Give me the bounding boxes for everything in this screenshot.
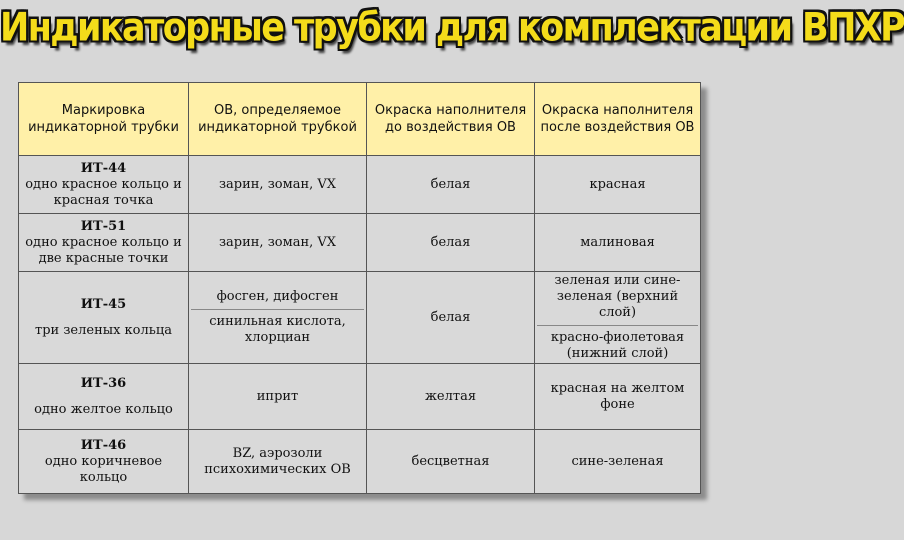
- tube-name: ИТ-45: [80, 296, 127, 312]
- agent-cell: [189, 272, 367, 364]
- marking-cell: [19, 364, 189, 430]
- table-row: [19, 364, 701, 430]
- tube-marking: одно красное кольцо и красная точка: [25, 176, 182, 208]
- tube-name: ИТ-46: [80, 437, 127, 453]
- header-color-before: Окраска наполнителя до воздействия ОВ: [367, 83, 535, 156]
- color-after-cell: [535, 272, 701, 364]
- indicator-tubes-table: [18, 82, 701, 494]
- table-row: [19, 272, 701, 364]
- color-after-line: зеленая или сине-зеленая (верхний слой): [554, 273, 681, 320]
- tube-marking: одно желтое кольцо: [34, 401, 173, 417]
- tube-marking: одно коричневое кольцо: [44, 453, 163, 485]
- marking-cell: [19, 430, 189, 494]
- color-after-cell: красная: [535, 156, 701, 214]
- tube-marking: три зеленых кольца: [35, 322, 172, 338]
- color-before-cell: белая: [367, 156, 535, 214]
- header-marking: Маркировка индикаторной трубки: [19, 83, 189, 156]
- tube-name: ИТ-44: [80, 160, 127, 176]
- color-after-line: красно-фиолетовая (нижний слой): [550, 330, 685, 361]
- color-after-cell: сине-зеленая: [535, 430, 701, 494]
- color-before-cell: белая: [367, 272, 535, 364]
- page-title: Индикаторные трубки для комплектации ВПХР: [0, 5, 904, 51]
- header-row: [19, 83, 701, 156]
- color-before-cell: желтая: [367, 364, 535, 430]
- agent-cell: зарин, зоман, VX: [189, 156, 367, 214]
- agent-cell: BZ, аэрозоли психохимических ОВ: [189, 430, 367, 494]
- agent-line: фосген, дифосген: [216, 289, 339, 304]
- marking-cell: [19, 214, 189, 272]
- marking-cell: [19, 272, 189, 364]
- color-before-cell: белая: [367, 214, 535, 272]
- color-after-cell: малиновая: [535, 214, 701, 272]
- header-color-after: Окраска наполнителя после воздействия ОВ: [535, 83, 701, 156]
- header-agent: ОВ, определяемое индикаторной трубкой: [189, 83, 367, 156]
- table-row: [19, 214, 701, 272]
- agent-cell: зарин, зоман, VX: [189, 214, 367, 272]
- tube-name: ИТ-36: [80, 375, 127, 391]
- agent-cell: иприт: [189, 364, 367, 430]
- agent-line: синильная кислота, хлорциан: [209, 314, 346, 345]
- color-after-cell: красная на желтом фоне: [535, 364, 701, 430]
- table-row: [19, 430, 701, 494]
- tube-name: ИТ-51: [80, 218, 127, 234]
- marking-cell: [19, 156, 189, 214]
- table-row: [19, 156, 701, 214]
- tube-marking: одно красное кольцо и две красные точки: [25, 234, 182, 266]
- color-before-cell: бесцветная: [367, 430, 535, 494]
